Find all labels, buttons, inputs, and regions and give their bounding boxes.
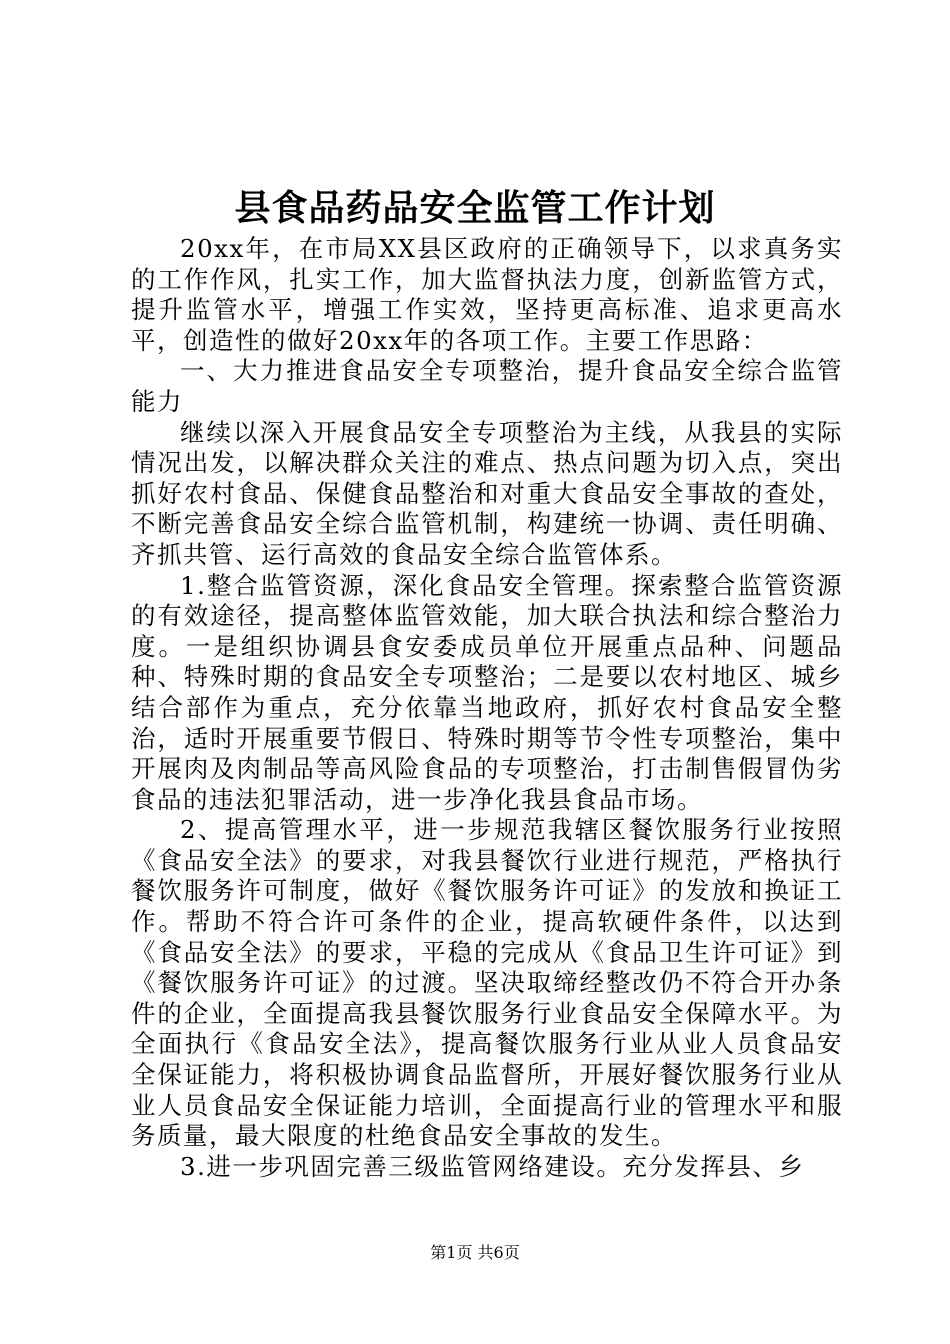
paragraph-item-1: 1.整合监管资源，深化食品安全管理。探索整合监管资源的有效途径，提高整体监管效能，加大联合执法和综合整治力度。一是组织协调县食安委成员单位开展重点品种、问题品种、特殊时期的食品安全专项整治；二是要以农村地区、城乡结合部作为重点，充分依靠当地政府，抓好农村食品安全整治，适时开展重要节假日、特殊时期等节令性专项整治，集中开展肉及肉制品等高风险食品的专项整治，打击制售假冒伪劣食品的违法犯罪活动，进一步净化我县食品市场。 — [131, 570, 843, 814]
document-body — [131, 234, 843, 1182]
paragraph-section-heading-1: 一、大力推进食品安全专项整治，提升食品安全综合监管能力 — [131, 356, 843, 416]
paragraph-intro: 20xx年，在市局XX县区政府的正确领导下，以求真务实的工作作风，扎实工作，加大监督执法力度，创新监管方式，提升监管水平，增强工作实效，坚持更高标准、追求更高水平，创造性的做好20xx年的各项工作。主要工作思路： — [131, 234, 843, 355]
document-title: 县食品药品安全监管工作计划 — [234, 187, 716, 229]
paragraph-item-3: 3.进一步巩固完善三级监管网络建设。充分发挥县、乡 — [180, 1151, 805, 1181]
paragraph-item-2: 2、提高管理水平，进一步规范我辖区餐饮服务行业按照《食品安全法》的要求，对我县餐饮行业进行规范，严格执行餐饮服务许可制度，做好《餐饮服务许可证》的发放和换证工作。帮助不符合许可条件的企业，提高软硬件条件，以达到《食品安全法》的要求，平稳的完成从《食品卫生许可证》到《餐饮服务许可证》的过渡。坚决取缔经整改仍不符合开办条件的企业，全面提高我县餐饮服务行业食品安全保障水平。为全面执行《食品安全法》，提高餐饮服务行业从业人员食品安全保证能力，将积极协调食品监督所，开展好餐饮服务行业从业人员食品安全保证能力培训，全面提高行业的管理水平和服务质量，最大限度的杜绝食品安全事故的发生。 — [131, 815, 843, 1151]
page-footer: 第1页 共6页 — [430, 1243, 520, 1262]
paragraph-section-1-overview: 继续以深入开展食品安全专项整治为主线，从我县的实际情况出发，以解决群众关注的难点、热点问题为切入点，突出抓好农村食品、保健食品整治和对重大食品安全事故的查处，不断完善食品安全综合监管机制，构建统一协调、责任明确、齐抓共管、运行高效的食品安全综合监管体系。 — [131, 417, 843, 569]
